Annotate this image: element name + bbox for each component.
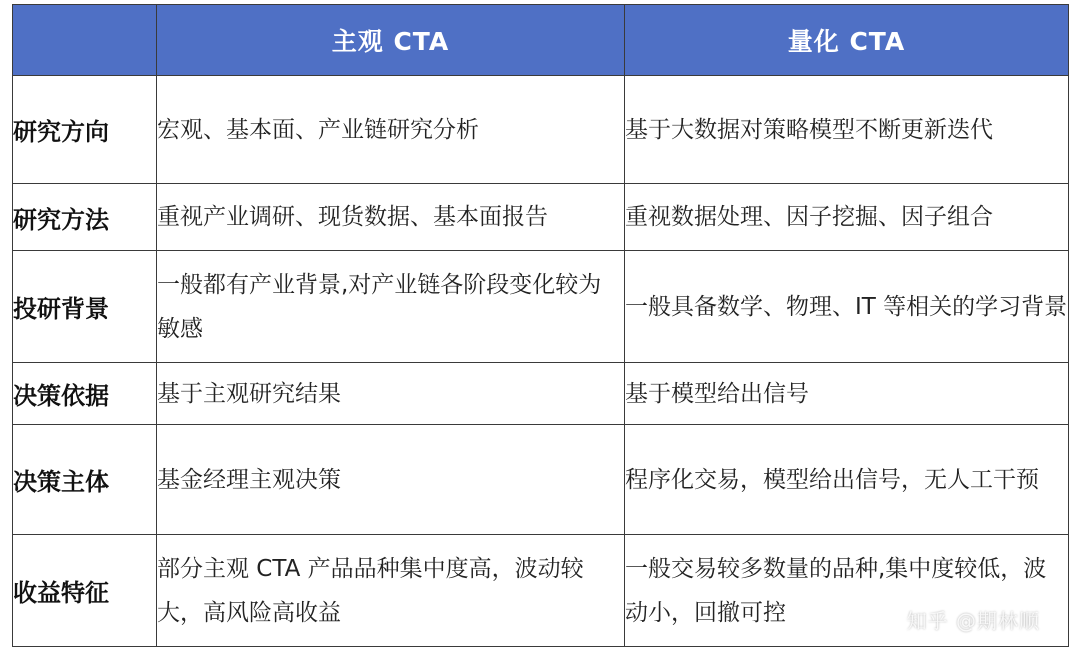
header-row [13,5,1069,76]
quant-cell: 基于大数据对策略模型不断更新迭代 [625,76,1069,184]
row-label: 研究方法 [13,184,157,251]
header-corner-cell [13,5,157,76]
row-label: 决策依据 [13,363,157,425]
subjective-cell: 部分主观 CTA 产品品种集中度高，波动较大，高风险高收益 [157,535,625,647]
row-label: 研究方向 [13,76,157,184]
quant-cell: 一般具备数学、物理、IT 等相关的学习背景 [625,251,1069,363]
quant-cell: 程序化交易，模型给出信号，无人工干预 [625,425,1069,535]
header-subjective-cta: 主观 CTA [157,5,625,76]
subjective-cell: 宏观、基本面、产业链研究分析 [157,76,625,184]
quant-cell: 基于模型给出信号 [625,363,1069,425]
table-row [13,76,1069,184]
subjective-cell: 一般都有产业背景,对产业链各阶段变化较为敏感 [157,251,625,363]
table-row [13,184,1069,251]
row-label: 收益特征 [13,535,157,647]
table-row [13,251,1069,363]
quant-cell: 一般交易较多数量的品种,集中度较低，波动小，回撤可控 [625,535,1069,647]
watermark: 知乎 @期林顺 [906,609,1040,633]
comparison-table [12,4,1069,647]
table-row [13,425,1069,535]
quant-cell: 重视数据处理、因子挖掘、因子组合 [625,184,1069,251]
subjective-cell: 基金经理主观决策 [157,425,625,535]
subjective-cell: 重视产业调研、现货数据、基本面报告 [157,184,625,251]
row-label: 决策主体 [13,425,157,535]
subjective-cell: 基于主观研究结果 [157,363,625,425]
header-quant-cta: 量化 CTA [625,5,1069,76]
table-row [13,363,1069,425]
row-label: 投研背景 [13,251,157,363]
